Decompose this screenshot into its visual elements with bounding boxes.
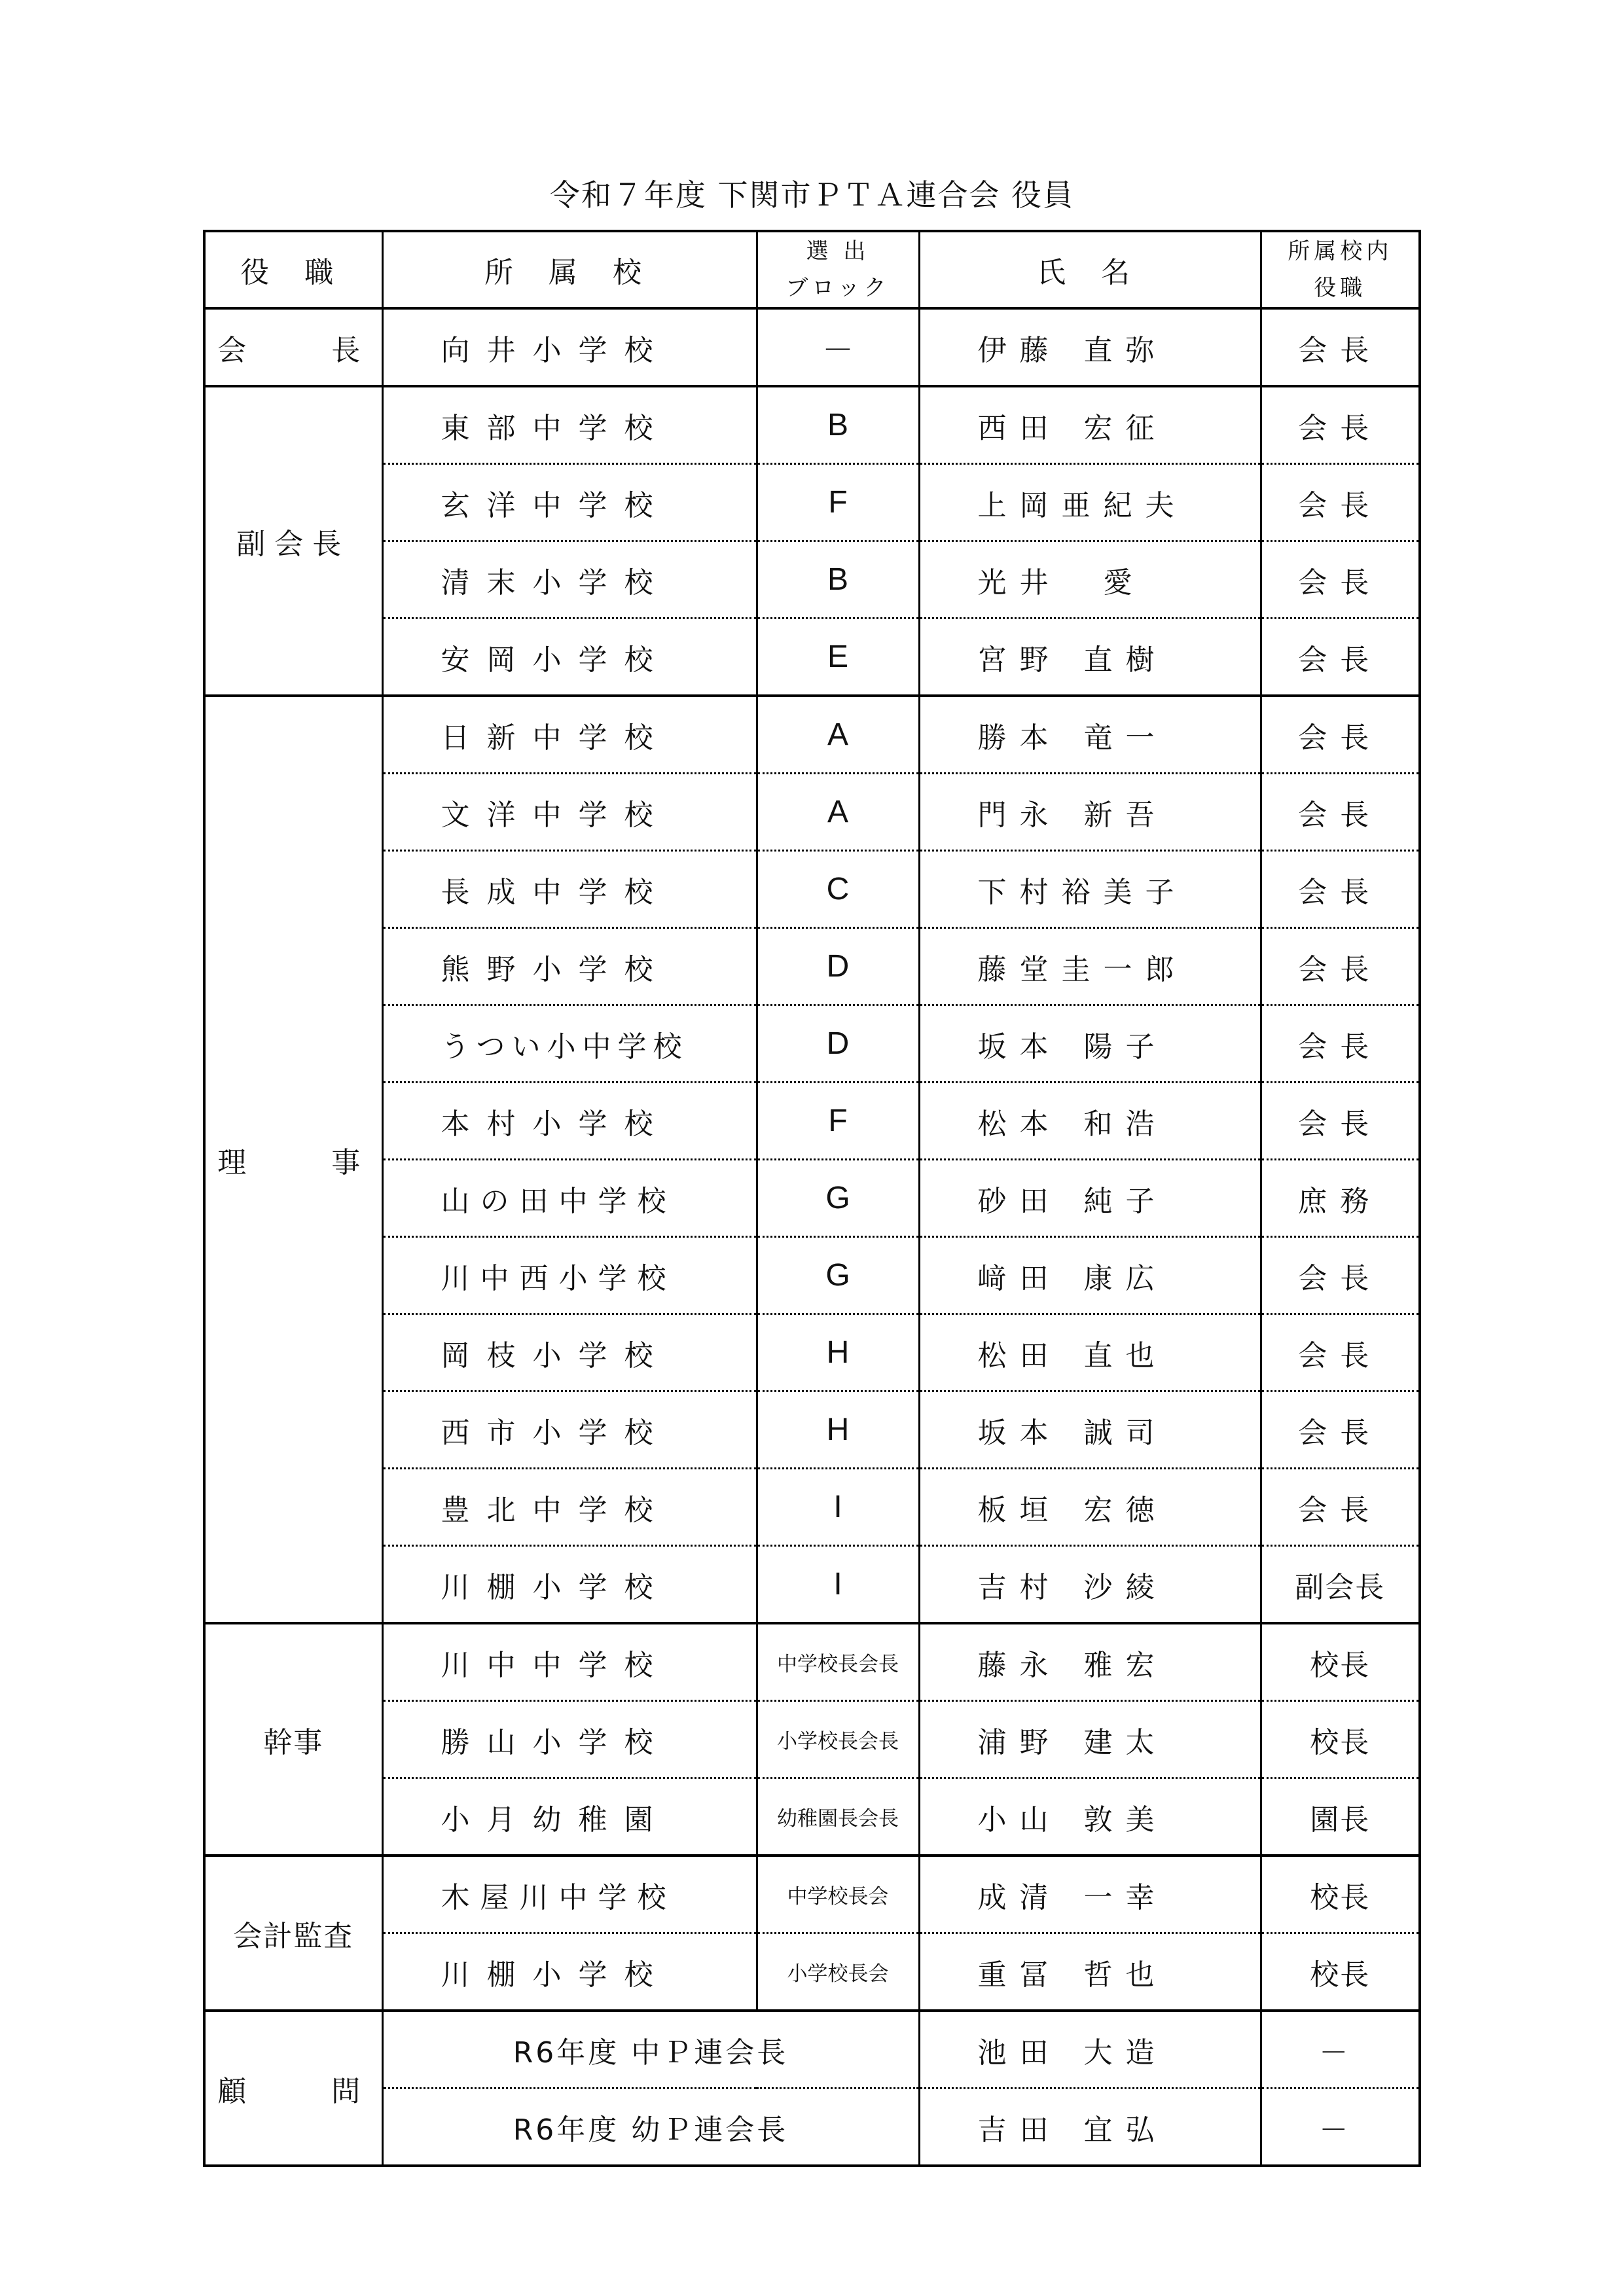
table-row [204, 1391, 1420, 1469]
block-cell: 幼稚園長会長 [757, 1778, 919, 1856]
name-cell: 坂本 陽子 [919, 1005, 1261, 1083]
school-cell: 勝山小学校 [382, 1701, 757, 1778]
table-row [204, 851, 1420, 928]
school-cell: 川棚小学校 [382, 1546, 757, 1624]
name-cell: 吉村 沙綾 [919, 1546, 1261, 1624]
block-cell: C [757, 851, 919, 928]
name-cell: 池田 大造 [919, 2011, 1261, 2089]
inrole-cell: 会長 [1261, 851, 1420, 928]
block-cell: D [757, 928, 919, 1005]
school-cell: 川棚小学校 [382, 1933, 757, 2011]
inrole-cell: 校長 [1261, 1933, 1420, 2011]
header-block [757, 231, 919, 308]
school-cell: 安岡小学校 [382, 619, 757, 696]
table-row [204, 1856, 1420, 1933]
name-cell: 藤堂圭一郎 [919, 928, 1261, 1005]
block-cell: D [757, 1005, 919, 1083]
inrole-cell: 会長 [1261, 928, 1420, 1005]
block-cell: E [757, 619, 919, 696]
block-cell: A [757, 774, 919, 851]
school-cell: 西市小学校 [382, 1391, 757, 1469]
table-row [204, 1237, 1420, 1314]
block-cell: 小学校長会長 [757, 1701, 919, 1778]
inrole-cell: 会長 [1261, 1083, 1420, 1160]
group-kanji: 幹事 [204, 1623, 382, 1856]
header-block-line2: ブロック [785, 275, 890, 301]
name-cell: 吉田 宜弘 [919, 2089, 1261, 2166]
group-kaicho: 会 長 [204, 308, 382, 386]
block-cell: I [757, 1469, 919, 1546]
name-cell: 藤永 雅宏 [919, 1623, 1261, 1701]
group-kansa: 会計監査 [204, 1856, 382, 2011]
table-row [204, 541, 1420, 619]
school-cell: R6年度 幼Ｐ連会長 [382, 2089, 919, 2166]
school-cell: 川中中学校 [382, 1623, 757, 1701]
inrole-cell: 会長 [1261, 1314, 1420, 1391]
block-cell: 中学校長会 [757, 1856, 919, 1933]
name-cell: 松本 和浩 [919, 1083, 1261, 1160]
group-fukukaicho: 副会長 [204, 386, 382, 696]
inrole-cell: 庶務 [1261, 1160, 1420, 1237]
block-cell: 中学校長会長 [757, 1623, 919, 1701]
inrole-cell: 園長 [1261, 1778, 1420, 1856]
table-row [204, 1160, 1420, 1237]
table-row [204, 2089, 1420, 2166]
header-name: 氏 名 [919, 231, 1261, 308]
header-inrole [1261, 231, 1420, 308]
school-cell: 小月幼稚園 [382, 1778, 757, 1856]
name-cell: 下村裕美子 [919, 851, 1261, 928]
table-row [204, 928, 1420, 1005]
block-cell: G [757, 1160, 919, 1237]
school-cell: 長成中学校 [382, 851, 757, 928]
group-komon: 顧 問 [204, 2011, 382, 2166]
table-row [204, 619, 1420, 696]
name-cell: 宮野 直樹 [919, 619, 1261, 696]
table-row [204, 308, 1420, 386]
table-row [204, 1933, 1420, 2011]
name-cell: 勝本 竜一 [919, 696, 1261, 774]
header-inrole-line1: 所属校内 [1288, 238, 1393, 264]
name-cell: 伊藤 直弥 [919, 308, 1261, 386]
inrole-cell: 会長 [1261, 464, 1420, 541]
name-cell: 成清 一幸 [919, 1856, 1261, 1933]
table-row [204, 1005, 1420, 1083]
table-row [204, 1778, 1420, 1856]
school-cell: R6年度 中Ｐ連会長 [382, 2011, 919, 2089]
block-cell: F [757, 1083, 919, 1160]
header-block-line1: 選 出 [806, 238, 870, 264]
name-cell: 坂本 誠司 [919, 1391, 1261, 1469]
inrole-cell: 会長 [1261, 1469, 1420, 1546]
inrole-cell: 会長 [1261, 541, 1420, 619]
name-cell: 砂田 純子 [919, 1160, 1261, 1237]
group-riji: 理 事 [204, 696, 382, 1623]
school-cell: 東部中学校 [382, 386, 757, 464]
inrole-cell: 会長 [1261, 619, 1420, 696]
name-cell: 光井 愛 [919, 541, 1261, 619]
page-title: 令和７年度 下関市ＰＴＡ連合会 役員 [549, 177, 1075, 213]
school-cell: 向井小学校 [382, 308, 757, 386]
name-cell: 板垣 宏徳 [919, 1469, 1261, 1546]
school-cell: 清末小学校 [382, 541, 757, 619]
table-row [204, 1469, 1420, 1546]
name-cell: 小山 敦美 [919, 1778, 1261, 1856]
name-cell: 松田 直也 [919, 1314, 1261, 1391]
inrole-cell: － [1261, 2011, 1420, 2089]
inrole-cell: 校長 [1261, 1623, 1420, 1701]
school-cell: うつい小中学校 [382, 1005, 757, 1083]
block-cell: F [757, 464, 919, 541]
inrole-cell: 会長 [1261, 774, 1420, 851]
name-cell: 﨑田 康広 [919, 1237, 1261, 1314]
block-cell: H [757, 1391, 919, 1469]
school-cell: 本村小学校 [382, 1083, 757, 1160]
table-row [204, 1623, 1420, 1701]
school-cell: 岡枝小学校 [382, 1314, 757, 1391]
block-cell: I [757, 1546, 919, 1624]
inrole-cell: 会長 [1261, 1391, 1420, 1469]
school-cell: 豊北中学校 [382, 1469, 757, 1546]
school-cell: 熊野小学校 [382, 928, 757, 1005]
table-row [204, 696, 1420, 774]
table-row [204, 464, 1420, 541]
inrole-cell: 副会長 [1261, 1546, 1420, 1624]
header-school: 所 属 校 [382, 231, 757, 308]
school-cell: 玄洋中学校 [382, 464, 757, 541]
inrole-cell: 会長 [1261, 308, 1420, 386]
header-role: 役 職 [204, 231, 382, 308]
block-cell: B [757, 541, 919, 619]
name-cell: 西田 宏征 [919, 386, 1261, 464]
name-cell: 上岡亜紀夫 [919, 464, 1261, 541]
table-row [204, 1083, 1420, 1160]
block-cell: － [757, 308, 919, 386]
inrole-cell: 会長 [1261, 1005, 1420, 1083]
table-row [204, 386, 1420, 464]
table-row [204, 2011, 1420, 2089]
inrole-cell: 校長 [1261, 1701, 1420, 1778]
school-cell: 山の田中学校 [382, 1160, 757, 1237]
header-inrole-line2: 役職 [1314, 275, 1367, 301]
block-cell: G [757, 1237, 919, 1314]
header-row [204, 231, 1420, 308]
inrole-cell: － [1261, 2089, 1420, 2166]
inrole-cell: 会長 [1261, 696, 1420, 774]
name-cell: 浦野 建太 [919, 1701, 1261, 1778]
inrole-cell: 会長 [1261, 386, 1420, 464]
table-row [204, 1314, 1420, 1391]
block-cell: H [757, 1314, 919, 1391]
school-cell: 川中西小学校 [382, 1237, 757, 1314]
school-cell: 日新中学校 [382, 696, 757, 774]
block-cell: B [757, 386, 919, 464]
officers-table [203, 230, 1421, 2167]
block-cell: 小学校長会 [757, 1933, 919, 2011]
table-row [204, 774, 1420, 851]
table-row [204, 1701, 1420, 1778]
school-cell: 木屋川中学校 [382, 1856, 757, 1933]
inrole-cell: 会長 [1261, 1237, 1420, 1314]
block-cell: A [757, 696, 919, 774]
table-row [204, 1546, 1420, 1624]
name-cell: 重冨 哲也 [919, 1933, 1261, 2011]
name-cell: 門永 新吾 [919, 774, 1261, 851]
inrole-cell: 校長 [1261, 1856, 1420, 1933]
school-cell: 文洋中学校 [382, 774, 757, 851]
